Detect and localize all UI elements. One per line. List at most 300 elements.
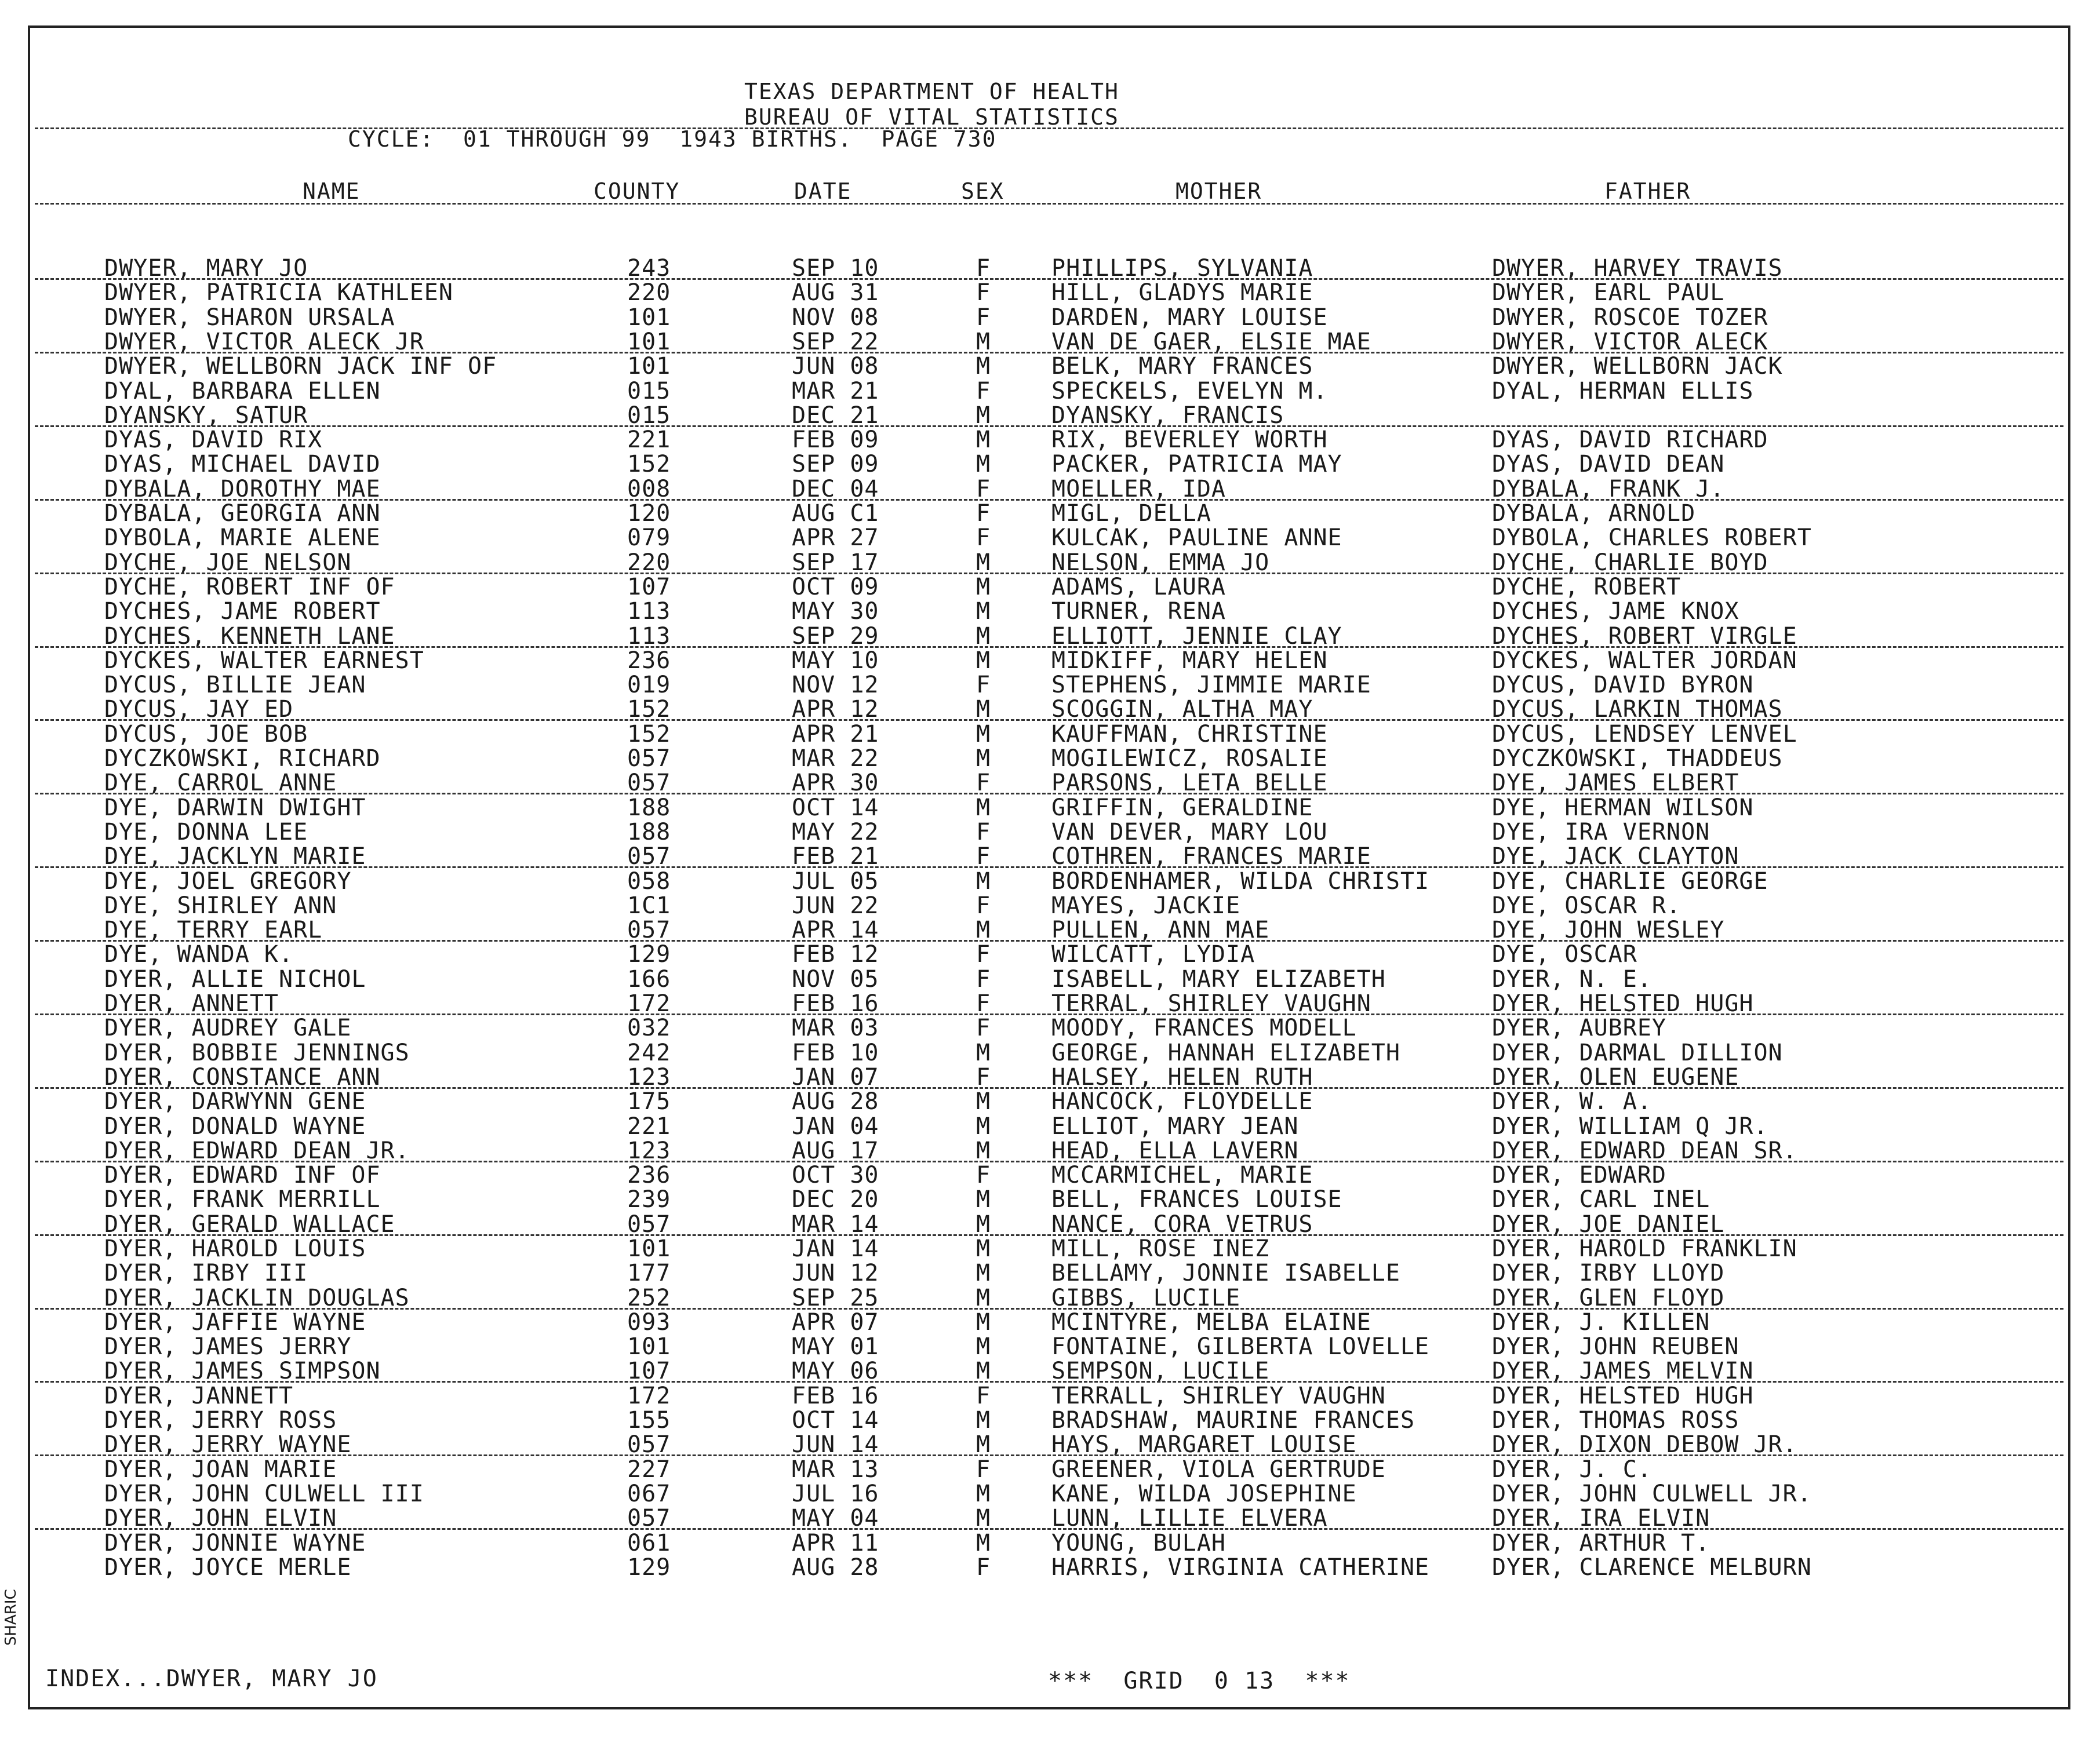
record-mother: SCOGGIN, ALTHA MAY xyxy=(1051,696,1313,723)
record-county: 129 xyxy=(627,1554,671,1581)
record-mother: NANCE, CORA VETRUS xyxy=(1051,1211,1313,1238)
record-name: DYCUS, BILLIE JEAN xyxy=(104,672,366,698)
record-sex: M xyxy=(976,1309,991,1336)
record-county: 220 xyxy=(627,549,671,576)
record-name: DYAS, MICHAEL DAVID xyxy=(104,451,381,477)
record-mother: GREENER, VIOLA GERTRUDE xyxy=(1051,1456,1386,1483)
record-row xyxy=(0,1456,2100,1481)
record-county: 015 xyxy=(627,378,671,404)
record-name: DWYER, PATRICIA KATHLEEN xyxy=(104,279,453,306)
record-date: MAY 01 xyxy=(792,1333,879,1360)
record-sex: M xyxy=(976,623,991,650)
record-father: DYBOLA, CHARLES ROBERT xyxy=(1492,524,1812,551)
record-mother: GRIFFIN, GERALDINE xyxy=(1051,794,1313,821)
record-mother: NELSON, EMMA JO xyxy=(1051,549,1270,576)
record-sex: M xyxy=(976,1235,991,1262)
record-row xyxy=(0,500,2100,527)
record-row xyxy=(0,353,2100,380)
record-father: DYER, J. KILLEN xyxy=(1492,1309,1710,1336)
record-county: 015 xyxy=(627,402,671,429)
record-mother: PARSONS, LETA BELLE xyxy=(1051,770,1328,796)
record-row xyxy=(0,917,2100,941)
record-county: 123 xyxy=(627,1138,671,1164)
record-county: 057 xyxy=(627,1211,671,1238)
record-row xyxy=(0,1333,2100,1358)
record-date: SEP 22 xyxy=(792,329,879,355)
side-mark: SHARIC xyxy=(2,1589,20,1646)
record-date: OCT 09 xyxy=(792,574,879,600)
record-name: DYER, JERRY WAYNE xyxy=(104,1431,352,1458)
record-father: DYBALA, FRANK J. xyxy=(1492,476,1725,502)
record-row xyxy=(0,476,2100,500)
record-father: DYER, HELSTED HUGH xyxy=(1492,1383,1754,1409)
record-sex: M xyxy=(976,1481,991,1507)
record-date: JAN 04 xyxy=(792,1113,879,1140)
record-county: 129 xyxy=(627,941,671,968)
record-county: 239 xyxy=(627,1186,671,1213)
record-row xyxy=(0,451,2100,475)
record-father: DYCZKOWSKI, THADDEUS xyxy=(1492,745,1783,772)
record-date: MAY 22 xyxy=(792,819,879,845)
record-row xyxy=(0,868,2100,895)
record-name: DYER, EDWARD DEAN JR. xyxy=(104,1138,410,1164)
record-father: DYCHES, JAME KNOX xyxy=(1492,598,1739,625)
record-name: DYAS, DAVID RIX xyxy=(104,426,323,453)
record-sex: M xyxy=(976,1260,991,1286)
record-mother: WILCATT, LYDIA xyxy=(1051,941,1255,968)
record-row xyxy=(0,1505,2100,1532)
record-name: DWYER, VICTOR ALECK JR xyxy=(104,329,424,355)
record-county: 120 xyxy=(627,500,671,527)
record-father: DYE, JACK CLAYTON xyxy=(1492,843,1739,870)
record-county: 057 xyxy=(627,843,671,870)
record-father: DYER, J. C. xyxy=(1492,1456,1652,1483)
record-county: 152 xyxy=(627,721,671,748)
record-row xyxy=(0,892,2100,917)
record-county: 008 xyxy=(627,476,671,502)
record-sex: M xyxy=(976,1138,991,1164)
record-father: DYER, HELSTED HUGH xyxy=(1492,990,1754,1017)
record-mother: KAUFFMAN, CHRISTINE xyxy=(1051,721,1328,748)
record-father: DYER, JOE DANIEL xyxy=(1492,1211,1725,1238)
record-name: DYE, DONNA LEE xyxy=(104,819,308,845)
record-mother: KULCAK, PAULINE ANNE xyxy=(1051,524,1342,551)
record-county: 101 xyxy=(627,304,671,331)
record-name: DYER, BOBBIE JENNINGS xyxy=(104,1040,410,1066)
record-sex: M xyxy=(976,402,991,429)
record-name: DYCHE, JOE NELSON xyxy=(104,549,352,576)
record-date: JAN 07 xyxy=(792,1064,879,1091)
record-sex: F xyxy=(976,843,991,870)
header-divider xyxy=(35,127,2063,129)
record-sex: M xyxy=(976,1088,991,1115)
record-father: DYE, HERMAN WILSON xyxy=(1492,794,1754,821)
record-sex: F xyxy=(976,672,991,698)
record-sex: M xyxy=(976,721,991,748)
column-header-name: NAME xyxy=(303,178,361,204)
record-sex: M xyxy=(976,696,991,723)
record-county: 057 xyxy=(627,1505,671,1532)
record-name: DYER, JAMES JERRY xyxy=(104,1333,352,1360)
record-date: JUN 14 xyxy=(792,1431,879,1458)
record-mother: MILL, ROSE INEZ xyxy=(1051,1235,1270,1262)
record-father: DWYER, ROSCOE TOZER xyxy=(1492,304,1768,331)
footer-index: INDEX...DWYER, MARY JO xyxy=(45,1665,378,1692)
record-mother: HARRIS, VIRGINIA CATHERINE xyxy=(1051,1554,1430,1581)
record-county: 175 xyxy=(627,1088,671,1115)
record-row xyxy=(0,1358,2100,1382)
record-mother: TURNER, RENA xyxy=(1051,598,1226,625)
record-row xyxy=(0,721,2100,748)
record-date: AUG 28 xyxy=(792,1088,879,1115)
record-sex: F xyxy=(976,500,991,527)
record-name: DYER, JOAN MARIE xyxy=(104,1456,337,1483)
record-sex: M xyxy=(976,574,991,600)
record-date: MAY 30 xyxy=(792,598,879,625)
record-sex: M xyxy=(976,1186,991,1213)
record-date: FEB 16 xyxy=(792,1383,879,1409)
record-date: DEC 04 xyxy=(792,476,879,502)
record-sex: M xyxy=(976,598,991,625)
record-sex: F xyxy=(976,1015,991,1041)
record-row xyxy=(0,524,2100,549)
record-county: 107 xyxy=(627,574,671,600)
record-father: DWYER, WELLBORN JACK xyxy=(1492,353,1783,380)
record-name: DYBOLA, MARIE ALENE xyxy=(104,524,381,551)
record-county: 101 xyxy=(627,329,671,355)
record-mother: TERRAL, SHIRLEY VAUGHN xyxy=(1051,990,1371,1017)
record-father: DYER, DARMAL DILLION xyxy=(1492,1040,1783,1066)
record-county: 107 xyxy=(627,1358,671,1384)
record-date: SEP 29 xyxy=(792,623,879,650)
record-date: FEB 09 xyxy=(792,426,879,453)
record-father: DYER, CLARENCE MELBURN xyxy=(1492,1554,1812,1581)
record-father: DYER, CARL INEL xyxy=(1492,1186,1710,1213)
record-name: DYER, EDWARD INF OF xyxy=(104,1162,381,1189)
record-county: 1C1 xyxy=(627,892,671,919)
record-father: DWYER, EARL PAUL xyxy=(1492,279,1725,306)
record-father: DYER, OLEN EUGENE xyxy=(1492,1064,1739,1091)
record-county: 152 xyxy=(627,451,671,477)
record-row xyxy=(0,1162,2100,1189)
record-name: DYCHES, JAME ROBERT xyxy=(104,598,381,625)
column-header-mother: MOTHER xyxy=(1175,178,1262,204)
record-date: SEP 09 xyxy=(792,451,879,477)
record-name: DYE, SHIRLEY ANN xyxy=(104,892,337,919)
record-row xyxy=(0,1235,2100,1260)
record-row xyxy=(0,329,2100,353)
record-father: DYCHES, ROBERT VIRGLE xyxy=(1492,623,1797,650)
record-county: 057 xyxy=(627,917,671,943)
record-mother: PULLEN, ANN MAE xyxy=(1051,917,1270,943)
record-father: DYER, ARTHUR T. xyxy=(1492,1530,1710,1556)
record-county: 101 xyxy=(627,353,671,380)
record-name: DYBALA, DOROTHY MAE xyxy=(104,476,381,502)
record-name: DYE, JOEL GREGORY xyxy=(104,868,352,895)
column-header-date: DATE xyxy=(794,178,852,204)
record-county: 172 xyxy=(627,990,671,1017)
record-name: DYER, AUDREY GALE xyxy=(104,1015,352,1041)
record-father: DWYER, HARVEY TRAVIS xyxy=(1492,255,1783,282)
record-name: DYCUS, JOE BOB xyxy=(104,721,308,748)
record-name: DWYER, WELLBORN JACK INF OF xyxy=(104,353,497,380)
record-mother: DARDEN, MARY LOUISE xyxy=(1051,304,1328,331)
record-father: DYER, IRA ELVIN xyxy=(1492,1505,1710,1532)
record-father: DYE, JOHN WESLEY xyxy=(1492,917,1725,943)
record-father: DYER, DIXON DEBOW JR. xyxy=(1492,1431,1797,1458)
record-father: DYER, JAMES MELVIN xyxy=(1492,1358,1754,1384)
record-name: DYER, JONNIE WAYNE xyxy=(104,1530,366,1556)
record-name: DYER, GERALD WALLACE xyxy=(104,1211,395,1238)
record-county: 236 xyxy=(627,1162,671,1189)
record-sex: F xyxy=(976,770,991,796)
record-row xyxy=(0,647,2100,672)
record-name: DYCUS, JAY ED xyxy=(104,696,294,723)
record-father: DWYER, VICTOR ALECK xyxy=(1492,329,1768,355)
record-row xyxy=(0,1064,2100,1091)
record-father: DYBALA, ARNOLD xyxy=(1492,500,1696,527)
record-row xyxy=(0,1015,2100,1039)
record-county: 079 xyxy=(627,524,671,551)
record-county: 113 xyxy=(627,598,671,625)
column-header-county: COUNTY xyxy=(594,178,680,204)
record-mother: BELL, FRANCES LOUISE xyxy=(1051,1186,1342,1213)
record-mother: ELLIOTT, JENNIE CLAY xyxy=(1051,623,1342,650)
record-father: DYAS, DAVID RICHARD xyxy=(1492,426,1768,453)
record-name: DYE, CARROL ANNE xyxy=(104,770,337,796)
record-name: DYAL, BARBARA ELLEN xyxy=(104,378,381,404)
record-date: MAY 04 xyxy=(792,1505,879,1532)
record-date: JUL 16 xyxy=(792,1481,879,1507)
record-sex: M xyxy=(976,426,991,453)
record-father: DYAL, HERMAN ELLIS xyxy=(1492,378,1754,404)
record-date: APR 14 xyxy=(792,917,879,943)
record-row xyxy=(0,1309,2100,1336)
record-father: DYE, CHARLIE GEORGE xyxy=(1492,868,1768,895)
record-father: DYER, EDWARD DEAN SR. xyxy=(1492,1138,1797,1164)
record-date: JUN 08 xyxy=(792,353,879,380)
record-row xyxy=(0,623,2100,650)
record-mother: HAYS, MARGARET LOUISE xyxy=(1051,1431,1357,1458)
record-name: DYER, ANNETT xyxy=(104,990,279,1017)
record-name: DWYER, SHARON URSALA xyxy=(104,304,395,331)
record-date: FEB 12 xyxy=(792,941,879,968)
record-sex: M xyxy=(976,1285,991,1311)
record-mother: HEAD, ELLA LAVERN xyxy=(1051,1138,1299,1164)
record-name: DYE, WANDA K. xyxy=(104,941,294,968)
record-county: 236 xyxy=(627,647,671,674)
record-row xyxy=(0,1040,2100,1064)
record-sex: F xyxy=(976,892,991,919)
record-mother: MOODY, FRANCES MODELL xyxy=(1051,1015,1357,1041)
record-name: DYER, JOHN ELVIN xyxy=(104,1505,337,1532)
record-date: APR 21 xyxy=(792,721,879,748)
record-sex: F xyxy=(976,1064,991,1091)
record-sex: F xyxy=(976,476,991,502)
record-sex: M xyxy=(976,1113,991,1140)
record-county: 152 xyxy=(627,696,671,723)
record-sex: M xyxy=(976,868,991,895)
record-mother: LUNN, LILLIE ELVERA xyxy=(1051,1505,1328,1532)
record-mother: HALSEY, HELEN RUTH xyxy=(1051,1064,1313,1091)
column-header-father: FATHER xyxy=(1604,178,1691,204)
record-date: DEC 21 xyxy=(792,402,879,429)
record-mother: BORDENHAMER, WILDA CHRISTI xyxy=(1051,868,1430,895)
record-row xyxy=(0,819,2100,843)
record-row xyxy=(0,1530,2100,1554)
record-mother: HILL, GLADYS MARIE xyxy=(1051,279,1313,306)
record-row xyxy=(0,1407,2100,1434)
record-date: AUG 17 xyxy=(792,1138,879,1164)
record-date: FEB 21 xyxy=(792,843,879,870)
record-county: 061 xyxy=(627,1530,671,1556)
record-name: DYER, JOHN CULWELL III xyxy=(104,1481,424,1507)
record-name: DYER, JAFFIE WAYNE xyxy=(104,1309,366,1336)
record-father: DYE, JAMES ELBERT xyxy=(1492,770,1739,796)
record-county: 177 xyxy=(627,1260,671,1286)
record-mother: STEPHENS, JIMMIE MARIE xyxy=(1051,672,1371,698)
record-row xyxy=(0,696,2100,723)
record-date: JUL 05 xyxy=(792,868,879,895)
record-mother: MOGILEWICZ, ROSALIE xyxy=(1051,745,1328,772)
record-date: MAR 22 xyxy=(792,745,879,772)
record-sex: F xyxy=(976,819,991,845)
record-row xyxy=(0,1186,2100,1211)
record-mother: HANCOCK, FLOYDELLE xyxy=(1051,1088,1313,1115)
record-row xyxy=(0,1383,2100,1407)
record-mother: SEMPSON, LUCILE xyxy=(1051,1358,1270,1384)
record-row xyxy=(0,279,2100,304)
record-sex: M xyxy=(976,917,991,943)
record-date: MAR 14 xyxy=(792,1211,879,1238)
record-father: DYE, OSCAR xyxy=(1492,941,1637,968)
record-row xyxy=(0,941,2100,968)
record-father: DYER, EDWARD xyxy=(1492,1162,1666,1189)
record-row xyxy=(0,1113,2100,1138)
record-date: NOV 08 xyxy=(792,304,879,331)
record-father: DYAS, DAVID DEAN xyxy=(1492,451,1725,477)
record-sex: M xyxy=(976,745,991,772)
record-father: DYER, JOHN REUBEN xyxy=(1492,1333,1739,1360)
record-mother: ADAMS, LAURA xyxy=(1051,574,1226,600)
record-father: DYER, WILLIAM Q JR. xyxy=(1492,1113,1768,1140)
record-date: MAY 06 xyxy=(792,1358,879,1384)
record-county: 155 xyxy=(627,1407,671,1434)
column-header-sex: SEX xyxy=(961,178,1004,204)
record-date: NOV 12 xyxy=(792,672,879,698)
record-county: 093 xyxy=(627,1309,671,1336)
record-date: JAN 14 xyxy=(792,1235,879,1262)
record-date: SEP 17 xyxy=(792,549,879,576)
cycle-line: CYCLE: 01 THROUGH 99 1943 BIRTHS. PAGE 730 xyxy=(348,126,997,152)
record-sex: F xyxy=(976,378,991,404)
record-sex: M xyxy=(976,549,991,576)
record-father: DYCUS, DAVID BYRON xyxy=(1492,672,1754,698)
record-sex: F xyxy=(976,524,991,551)
record-date: JUN 22 xyxy=(792,892,879,919)
record-sex: F xyxy=(976,1162,991,1189)
record-date: MAR 13 xyxy=(792,1456,879,1483)
record-row xyxy=(0,1431,2100,1456)
record-mother: MAYES, JACKIE xyxy=(1051,892,1241,919)
record-county: 221 xyxy=(627,1113,671,1140)
record-father: DYCUS, LARKIN THOMAS xyxy=(1492,696,1783,723)
record-mother: BELK, MARY FRANCES xyxy=(1051,353,1313,380)
record-name: DYER, DONALD WAYNE xyxy=(104,1113,366,1140)
record-name: DYER, FRANK MERRILL xyxy=(104,1186,381,1213)
record-father: DYER, GLEN FLOYD xyxy=(1492,1285,1725,1311)
record-row xyxy=(0,1211,2100,1238)
record-date: MAY 10 xyxy=(792,647,879,674)
record-mother: GIBBS, LUCILE xyxy=(1051,1285,1241,1311)
record-name: DYER, CONSTANCE ANN xyxy=(104,1064,381,1091)
record-mother: COTHREN, FRANCES MARIE xyxy=(1051,843,1371,870)
record-sex: F xyxy=(976,966,991,993)
record-county: 243 xyxy=(627,255,671,282)
record-county: 252 xyxy=(627,1285,671,1311)
record-sex: M xyxy=(976,1358,991,1384)
record-row xyxy=(0,794,2100,819)
record-name: DYE, TERRY EARL xyxy=(104,917,323,943)
record-row xyxy=(0,745,2100,770)
header-subtitle: BUREAU OF VITAL STATISTICS xyxy=(744,104,1119,130)
record-date: AUG C1 xyxy=(792,500,879,527)
record-name: DYER, DARWYNN GENE xyxy=(104,1088,366,1115)
record-mother: KANE, WILDA JOSEPHINE xyxy=(1051,1481,1357,1507)
record-county: 227 xyxy=(627,1456,671,1483)
record-date: SEP 10 xyxy=(792,255,879,282)
record-row xyxy=(0,672,2100,696)
record-sex: M xyxy=(976,1530,991,1556)
record-sex: F xyxy=(976,1456,991,1483)
record-sex: M xyxy=(976,1431,991,1458)
record-county: 188 xyxy=(627,794,671,821)
record-sex: F xyxy=(976,1554,991,1581)
record-mother: MCCARMICHEL, MARIE xyxy=(1051,1162,1313,1189)
record-mother: TERRALL, SHIRLEY VAUGHN xyxy=(1051,1383,1386,1409)
record-sex: F xyxy=(976,990,991,1017)
record-sex: M xyxy=(976,329,991,355)
record-row xyxy=(0,549,2100,574)
record-name: DYER, ALLIE NICHOL xyxy=(104,966,366,993)
record-mother: YOUNG, BULAH xyxy=(1051,1530,1226,1556)
record-row xyxy=(0,255,2100,282)
record-county: 101 xyxy=(627,1333,671,1360)
record-row xyxy=(0,426,2100,451)
record-county: 172 xyxy=(627,1383,671,1409)
header-title: TEXAS DEPARTMENT OF HEALTH xyxy=(744,79,1119,104)
record-county: 101 xyxy=(627,1235,671,1262)
record-name: DYER, JOYCE MERLE xyxy=(104,1554,352,1581)
record-mother: PHILLIPS, SYLVANIA xyxy=(1051,255,1313,282)
record-date: FEB 10 xyxy=(792,1040,879,1066)
column-header-divider xyxy=(35,203,2063,205)
record-name: DYE, JACKLYN MARIE xyxy=(104,843,366,870)
record-date: NOV 05 xyxy=(792,966,879,993)
record-date: APR 07 xyxy=(792,1309,879,1336)
record-name: DYER, JANNETT xyxy=(104,1383,294,1409)
record-date: OCT 14 xyxy=(792,794,879,821)
record-father: DYCKES, WALTER JORDAN xyxy=(1492,647,1797,674)
record-row xyxy=(0,378,2100,402)
record-date: DEC 20 xyxy=(792,1186,879,1213)
record-name: DYANSKY, SATUR xyxy=(104,402,308,429)
record-sex: M xyxy=(976,794,991,821)
record-mother: BRADSHAW, MAURINE FRANCES xyxy=(1051,1407,1415,1434)
record-name: DYER, JACKLIN DOUGLAS xyxy=(104,1285,410,1311)
record-father: DYCUS, LENDSEY LENVEL xyxy=(1492,721,1797,748)
record-row xyxy=(0,966,2100,993)
